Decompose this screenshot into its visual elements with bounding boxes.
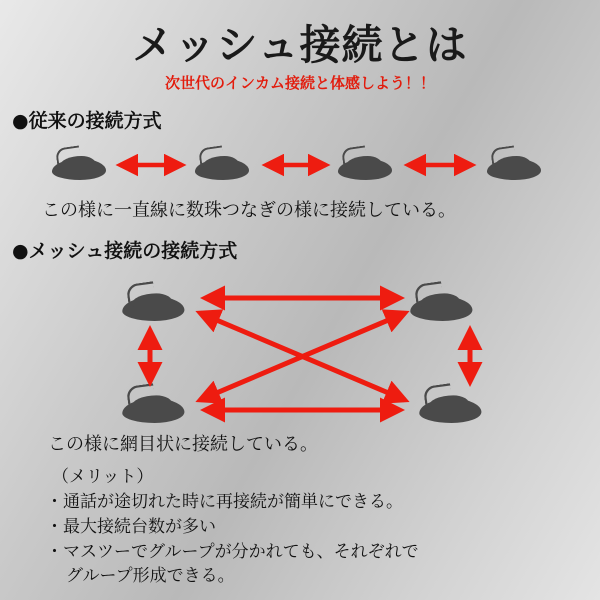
headset-icon (193, 147, 251, 181)
caption-chain: この様に一直線に数珠つなぎの様に接続している。 (42, 200, 456, 221)
merit-item: ・最大接続台数が多い (46, 517, 216, 537)
headset-body-top (495, 156, 531, 170)
merit-item: ・通話が途切れた時に再接続が簡単にできる。 (46, 492, 403, 512)
headset-body-top (346, 156, 382, 170)
headset-icon (417, 385, 484, 424)
section-heading-mesh: ●メッシュ接続の接続方式 (12, 240, 238, 262)
headset-body-top (203, 156, 239, 170)
headset-body-top (429, 395, 470, 411)
merit-item: ・マスツーでグループが分かれても、それぞれで (46, 542, 419, 562)
headset-icon (120, 283, 187, 322)
section-heading-chain: ●従来の接続方式 (12, 110, 162, 132)
headset-icon (485, 147, 543, 181)
page-title: メッシュ接続とは (132, 21, 468, 69)
headset-icon (408, 283, 475, 322)
merit-title: （メリット） (52, 467, 154, 487)
caption-mesh: この様に網目状に接続している。 (48, 434, 318, 455)
headset-icon (336, 147, 394, 181)
merit-item: グループ形成できる。 (66, 566, 235, 586)
headset-body-top (420, 293, 461, 309)
headset-icon (120, 385, 187, 424)
headset-icon (50, 147, 108, 181)
page-subtitle: 次世代のインカム接続と体感しよう！！ (164, 74, 435, 92)
headset-body-top (132, 293, 173, 309)
headset-body-top (60, 156, 96, 170)
headset-body-top (132, 395, 173, 411)
